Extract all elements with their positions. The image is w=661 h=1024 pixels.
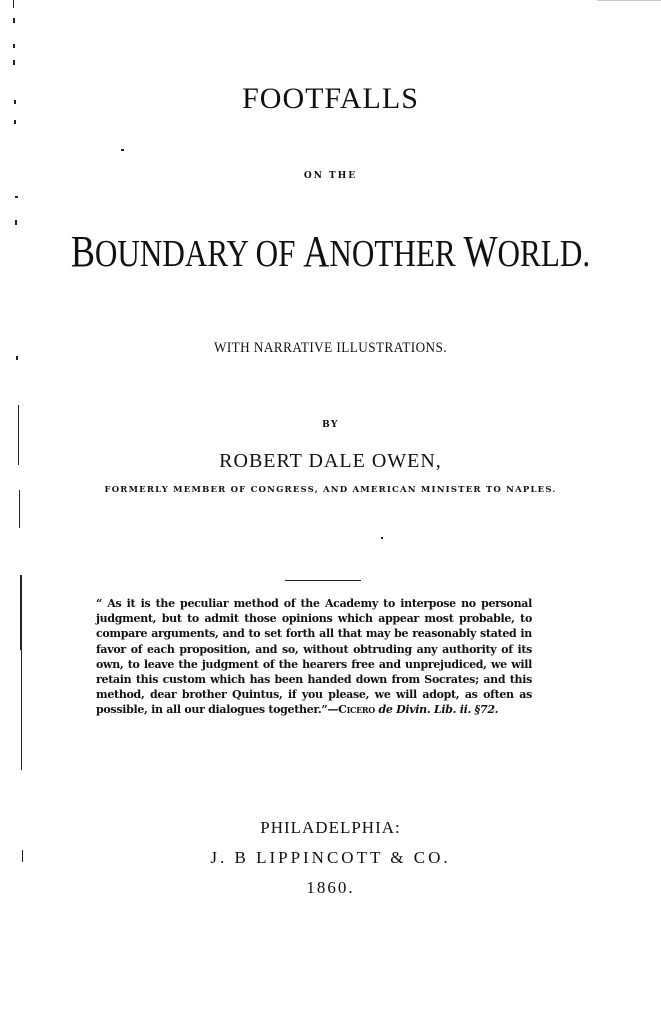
subtitle-cap: B — [70, 227, 95, 276]
by-line: BY — [322, 420, 339, 430]
scan-artifact — [19, 490, 20, 528]
divider-rule — [285, 580, 361, 581]
subtitle-cap: W — [463, 227, 498, 276]
scan-artifact — [121, 149, 124, 151]
subtitle-text: OUNDARY OF — [94, 233, 304, 275]
scan-artifact — [381, 537, 383, 539]
title-connector: ON THE — [303, 171, 358, 181]
scan-artifact — [20, 575, 22, 650]
subtitle-text: ORLD. — [497, 233, 591, 275]
book-subtitle — [59, 226, 601, 277]
publisher-name: J. B LIPPINCOTT & CO. — [210, 848, 451, 867]
subtitle-text: NOTHER — [329, 233, 464, 275]
scan-artifact — [15, 196, 18, 198]
epigraph-text: “ As it is the peculiar method of the Academy to interpose no personal judgment, but to admit those opinions which appear most probable, to compare arguments, and to set forth all that may be reasonably stated in favor of each proposition, and so, without obtruding any authority of its own, to leave the judgment of the hearers free and unprejudiced, we will retain this custom which has been handed down from Socrates; and this method, dear brother Quintus, if you please, we will adopt, as often as possible, in all our dialogues together.”— — [96, 597, 532, 717]
epigraph — [96, 596, 532, 718]
subtitle-cap: A — [303, 227, 330, 276]
scan-artifact — [22, 850, 23, 862]
scan-artifact — [13, 0, 14, 8]
scan-artifact — [21, 650, 22, 770]
epigraph-attribution-name: Cicero — [338, 703, 375, 717]
author-description: FORMERLY MEMBER OF CONGRESS, AND AMERICAN MINISTER TO NAPLES. — [104, 485, 557, 495]
publication-year: 1860. — [306, 878, 355, 897]
scan-artifact — [14, 100, 16, 104]
scan-artifact — [15, 220, 17, 225]
publisher-city: PHILADELPHIA: — [260, 818, 401, 837]
scan-artifact — [13, 60, 15, 65]
scan-artifact — [18, 405, 19, 465]
scan-artifact — [14, 120, 16, 124]
scan-artifact — [13, 18, 15, 23]
author-name: ROBERT DALE OWEN, — [219, 450, 442, 472]
tagline: WITH NARRATIVE ILLUSTRATIONS. — [213, 340, 448, 356]
book-title: FOOTFALLS — [242, 82, 419, 115]
scan-artifact — [597, 0, 661, 1]
scan-artifact — [13, 44, 15, 48]
scan-artifact — [16, 356, 18, 360]
epigraph-attribution-work: de Divin. Lib. ii. §72. — [374, 703, 499, 717]
